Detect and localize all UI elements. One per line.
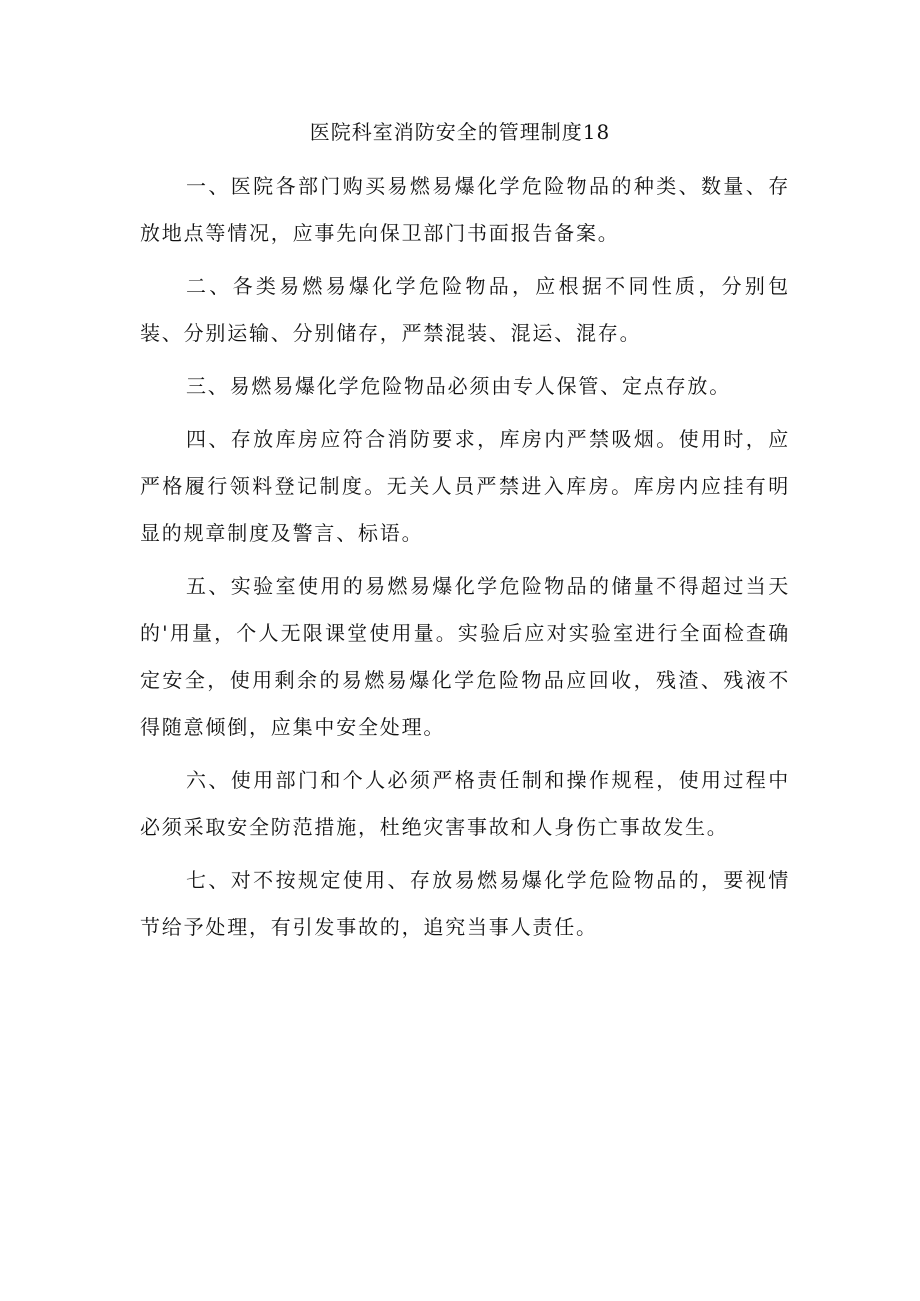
paragraph-4: 四、存放库房应符合消防要求，库房内严禁吸烟。使用时，应严格履行领料登记制度。无关人员严禁进入库房。库房内应挂有明显的规章制度及警言、标语。: [140, 427, 790, 545]
document-title: 医院科室消防安全的管理制度18: [309, 120, 611, 144]
paragraph-5: 五、实验室使用的易燃易爆化学危险物品的储量不得超过当天的'用量，个人无限课堂使用量。实验后应对实验室进行全面检查确定安全，使用剩余的易燃易爆化学危险物品应回收，残渣、残液不得随意倾倒，应集中安全处理。: [140, 574, 790, 739]
paragraph-6: 六、使用部门和个人必须严格责任制和操作规程，使用过程中必须采取安全防范措施，杜绝灾害事故和人身伤亡事故发生。: [140, 768, 790, 839]
paragraph-7: 七、对不按规定使用、存放易燃易爆化学危险物品的，要视情节给予处理，有引发事故的，追究当事人责任。: [140, 868, 790, 939]
paragraph-2: 二、各类易燃易爆化学危险物品，应根据不同性质，分别包装、分别运输、分别储存，严禁混装、混运、混存。: [140, 274, 790, 345]
document-body: [140, 163, 790, 957]
paragraph-3: 三、易燃易爆化学危险物品必须由专人保管、定点存放。: [186, 374, 731, 398]
paragraph-1: 一、医院各部门购买易燃易爆化学危险物品的种类、数量、存放地点等情况，应事先向保卫部门书面报告备案。: [140, 174, 790, 245]
